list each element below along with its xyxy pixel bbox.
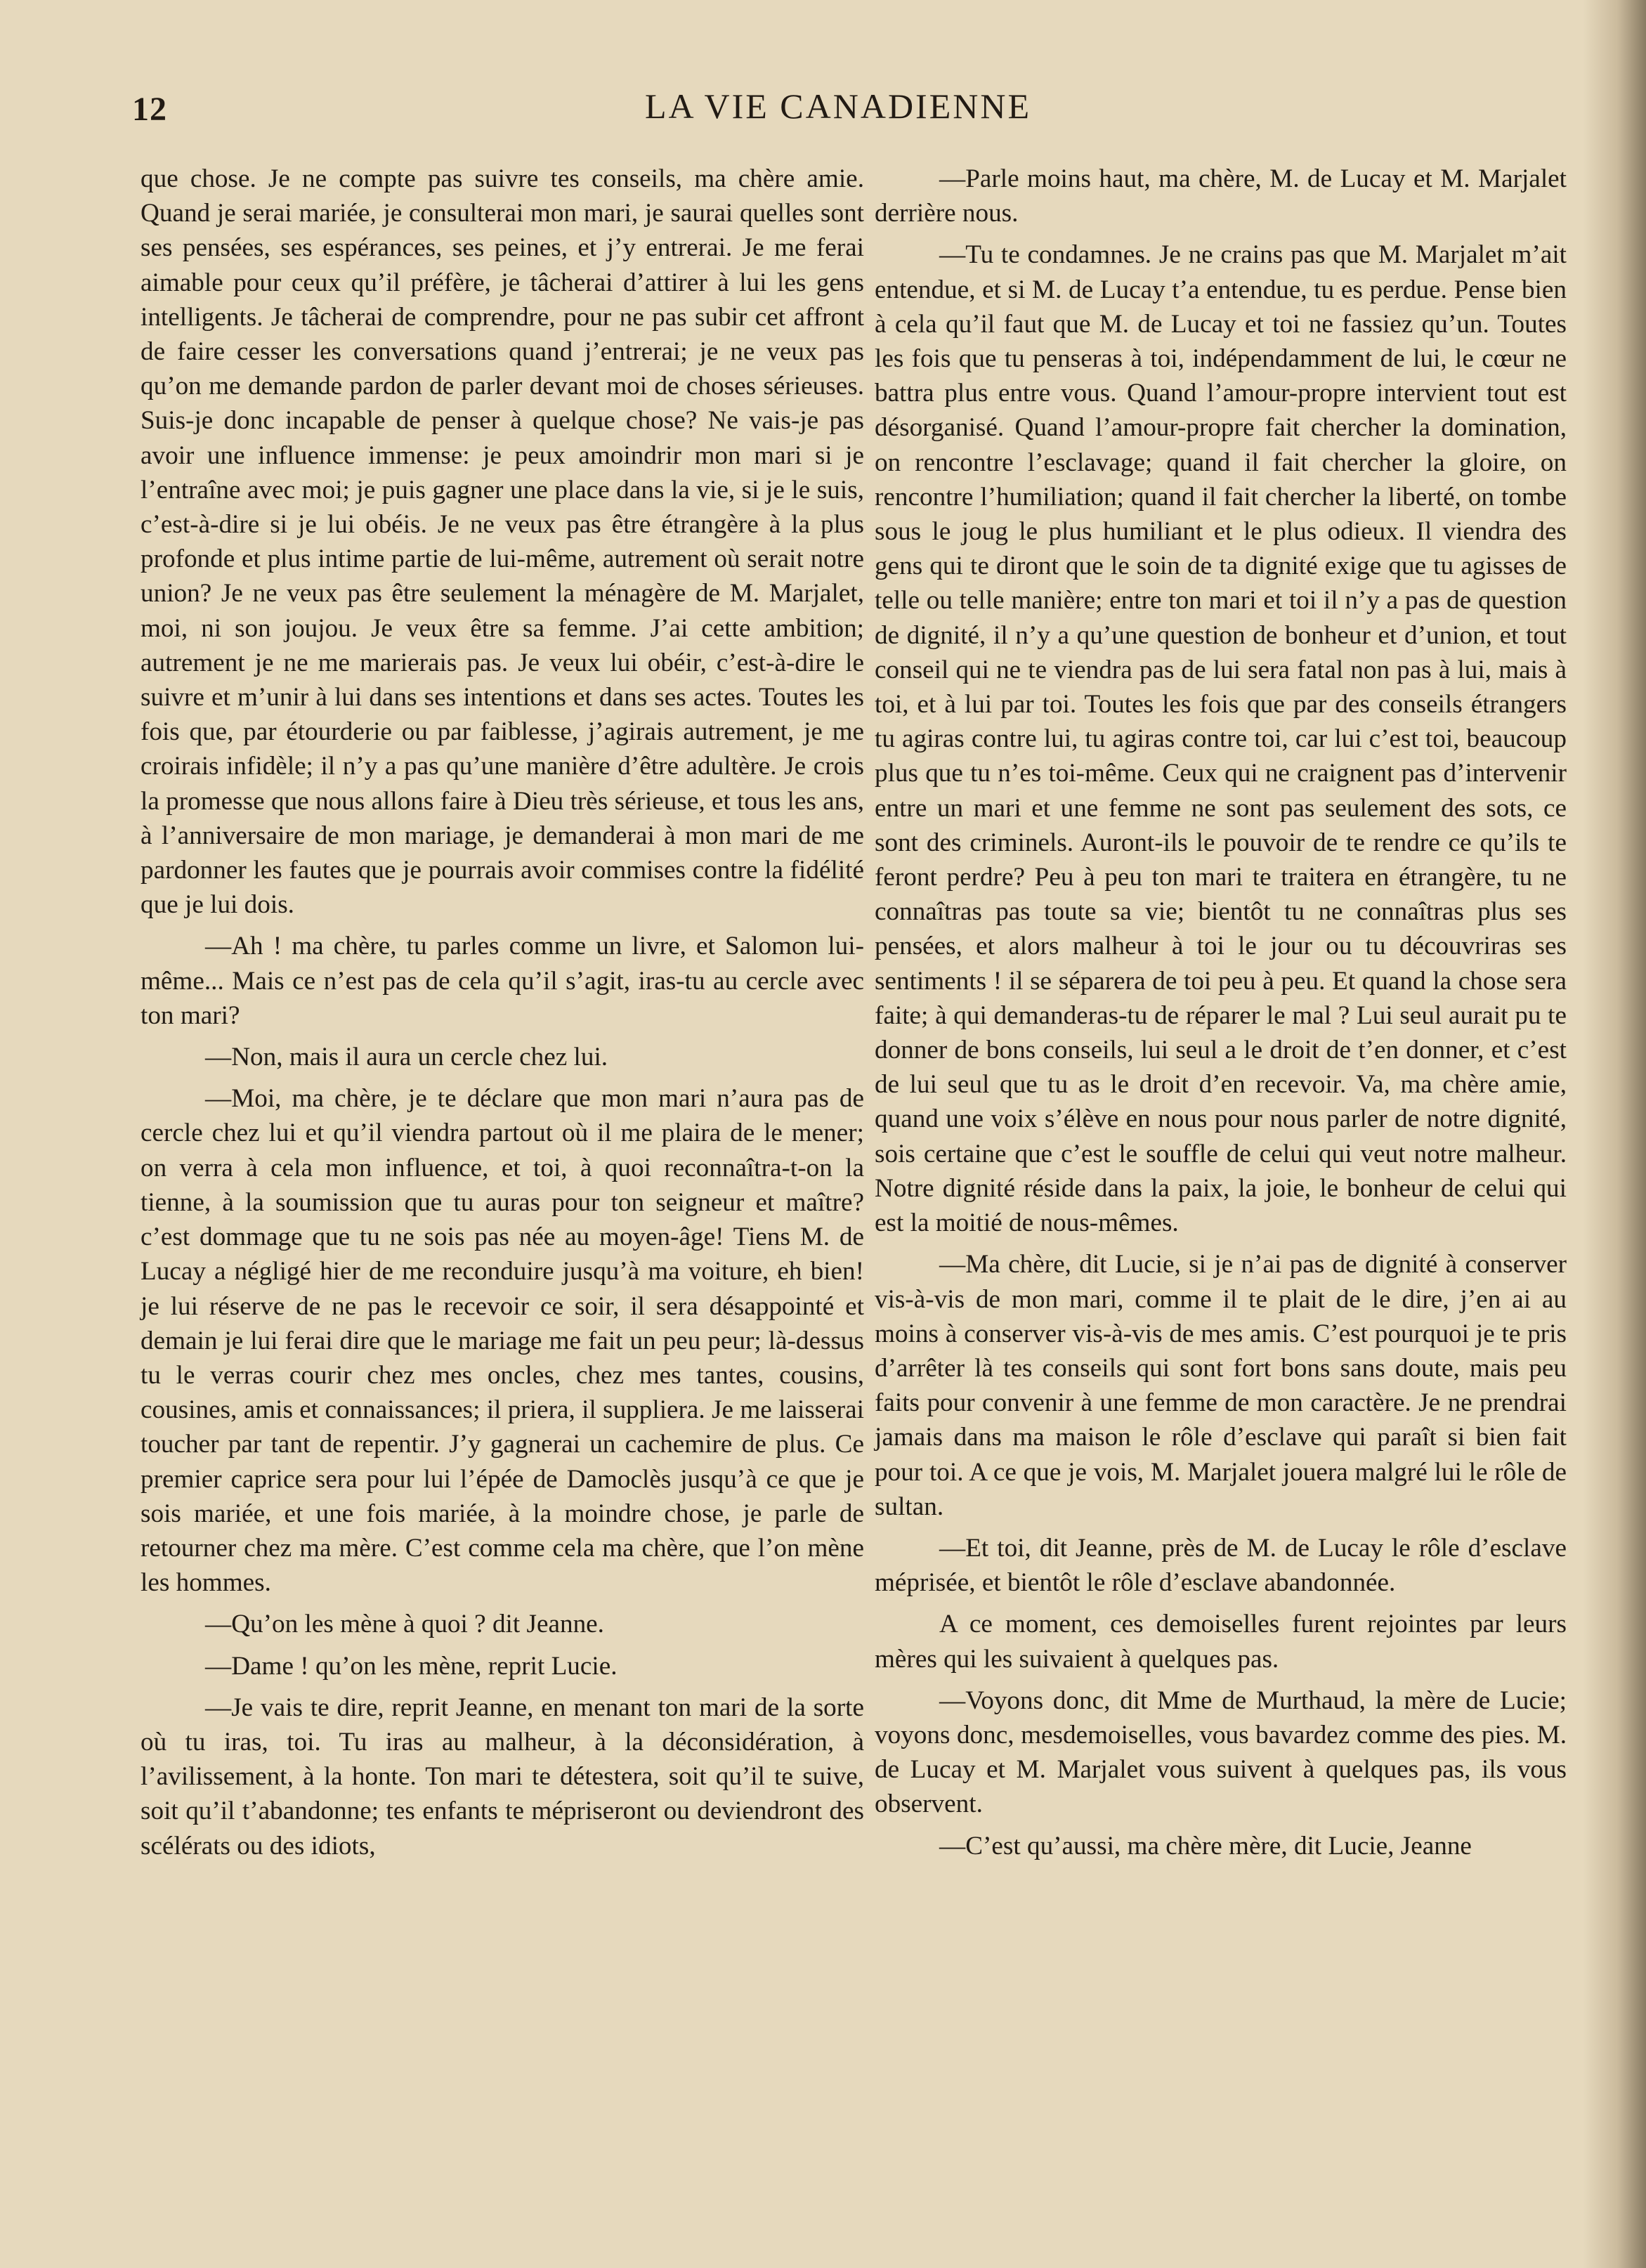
paragraph: —Dame ! qu’on les mène, reprit Lucie. <box>205 1651 618 1681</box>
paragraph: —Qu’on les mène à quoi ? dit Jeanne. <box>205 1610 604 1639</box>
paragraph: que chose. Je ne compte pas suivre tes conseils, ma chère amie. Quand je serai mariée, je consulterai mon mari, je saurai quelles sont ses pensées, ses espérances, ses peines, et j’y entrerai. Je me ferai aimable pour ceux qu’il préfère, je tâcherai d’attirer à lui les gens intelligents. Je tâcherai de comprendre, pour ne pas subir cet affront de faire cesser les conversations quand j’entrerai; je ne veux pas qu’on me demande pardon de parler devant moi de choses sérieuses. Suis-je donc incapable de penser à quelque chose? Ne vais-je pas avoir une influence immense: je peux amoindrir mon mari si je l’entraîne avec moi; je puis gagner une place dans la vie, si je le suis, c’est-à-dire si je lui obéis. Je ne veux pas être étrangère à la plus profonde et plus intime partie de lui-même, autrement où serait notre union? Je ne veux pas être seulement la ménagère de M. Marjalet, moi, ni son joujou. Je veux être sa femme. J’ai cette ambition; autrement je ne me marierais pas. Je veux lui obéir, c’est-à-dire le suivre et m’unir à lui dans ses intentions et dans ses actes. Toutes les fois que, par étourderie ou par faiblesse, j’agirais autrement, je me croirais infidèle; il n’y a pas qu’une manière d’être adultère. Je crois la promesse que nous allons faire à Dieu très sérieuse, et tous les ans, à l’anniversaire de mon mariage, je demanderai à mon mari de me pardonner les fautes que je pourrais avoir commises contre la fidélité que je lui dois. <box>141 164 864 920</box>
paragraph: —Et toi, dit Jeanne, près de M. de Lucay le rôle d’esclave méprisée, et bientôt le rôle d’esclave abandonnée. <box>875 1533 1567 1598</box>
paragraph: —Ma chère, dit Lucie, si je n’ai pas de dignité à conserver vis-à-vis de mon mari, comme il te plait de le dire, j’en ai au moins à conserver vis-à-vis de mes amis. C’est pourquoi je te pris d’arrêter là tes conseils qui sont fort bons sans doute, mais peu faits pour convenir à une femme de mon caractère. Je ne prendrai jamais dans ma maison le rôle d’esclave qui paraît si bien fait pour toi. A ce que je vois, M. Marjalet jouera malgré lui le rôle de sultan. <box>875 1250 1567 1521</box>
page-edge-shadow <box>1583 0 1646 2268</box>
page-header <box>132 83 1544 139</box>
paragraph: —Parle moins haut, ma chère, M. de Lucay et M. Marjalet derrière nous. <box>875 164 1567 228</box>
paragraph: —Je vais te dire, reprit Jeanne, en menant ton mari de la sorte où tu iras, toi. Tu iras au malheur, à la déconsidération, à l’avilissement, à la honte. Ton mari te détestera, soit qu’il te suive, soit qu’il t’abandonne; tes enfants te mépriseront ou deviendront des scélérats ou des idiots, <box>141 1693 864 1860</box>
paragraph: A ce moment, ces demoiselles furent rejointes par leurs mères qui les suivaient à quelques pas. <box>875 1610 1567 1674</box>
paragraph: —C’est qu’aussi, ma chère mère, dit Lucie, Jeanne <box>939 1831 1472 1860</box>
paragraph: —Ah ! ma chère, tu parles comme un livre, et Salomon lui-même... Mais ce n’est pas de cela qu’il s’agit, iras-tu au cercle avec ton mari? <box>141 932 864 1030</box>
paragraph: —Non, mais il aura un cercle chez lui. <box>205 1043 608 1072</box>
right-column <box>875 162 1567 1870</box>
running-title: LA VIE CANADIENNE <box>644 86 1032 126</box>
paragraph: —Tu te condamnes. Je ne crains pas que M. Marjalet m’ait entendue, et si M. de Lucay t’a entendue, tu es perdue. Pense bien à cela qu’il faut que M. de Lucay et toi ne fassiez qu’un. Toutes les fois que tu penseras à toi, indépendamment de lui, le cœur ne battra plus entre vous. Quand l’amour-propre intervient tout est désorganisé. Quand l’amour-propre fait chercher la domination, on rencontre l’esclavage; quand il fait chercher la gloire, on rencontre l’humiliation; quand il fait chercher la liberté, on tombe sous le joug le plus humiliant et le plus odieux. Il viendra des gens qui te diront que le soin de ta dignité exige que tu agisses de telle ou telle manière; entre ton mari et toi il n’y a pas de question de dignité, il n’y a qu’une question de bonheur et d’union, et tout conseil qui ne te viendra pas de lui sera fatal non pas à lui, mais à toi, et à lui par toi. Toutes les fois que par des conseils étrangers tu agiras contre lui, tu agiras contre toi, car lui c’est toi, beaucoup plus que tu n’es toi-même. Ceux qui ne craignent pas d’intervenir entre un mari et une femme ne sont pas seulement des sots, ce sont des criminels. Auront-ils le pouvoir de te rendre ce qu’ils te feront perdre? Peu à peu ton mari te traitera en étrangère, tu ne connaîtras pas toute sa vie; bientôt tu ne connaîtras plus ses pensées, et alors malheur à toi le jour ou tu découvriras ses sentiments ! il se séparera de toi peu à peu. Et quand la chose sera faite; à qui demanderas-tu de réparer le mal ? Lui seul aurait pu te donner de bons conseils, lui seul a le droit de t’en donner, et c’est de lui seul que tu as le droit d’en recevoir. Va, ma chère amie, quand une voix s’élève en nous pour nous parler de notre dignité, sois certaine que c’est le souffle de celui qui veut notre malheur. Notre dignité réside dans la paix, la joie, le bonheur de celui qui est la moitié de nous-mêmes. <box>875 240 1567 1238</box>
page-number: 12 <box>132 91 167 128</box>
paragraph: —Voyons donc, dit Mme de Murthaud, la mère de Lucie; voyons donc, mesdemoiselles, vous bavardez comme des pies. M. de Lucay et M. Marjalet vous suivent à quelques pas, ils vous observent. <box>875 1686 1567 1819</box>
paragraph: —Moi, ma chère, je te déclare que mon mari n’aura pas de cercle chez lui et qu’il viendra partout où il me plaira de le mener; on verra à cela mon influence, et toi, à quoi reconnaîtra-t-on la tienne, à la soumission que tu auras pour ton seigneur et maître? c’est dommage que tu ne sois pas née au moyen-âge! Tiens M. de Lucay a négligé hier de me reconduire jusqu’à ma voiture, eh bien! je lui réserve de ne pas le recevoir ce soir, il sera désappointé et demain je lui ferai dire que le mariage me fait un peu peur; là-dessus tu le verras courir chez mes oncles, chez mes tantes, cousins, cousines, amis et connaissances; il priera, il suppliera. Je me laisserai toucher par tant de repentir. J’y gagnerai un cachemire de plus. Ce premier caprice sera pour lui l’épée de Damoclès jusqu’à ce que je sois mariée, et une fois mariée, à la moindre chose, je parle de retourner chez ma mère. C’est comme cela ma chère, que l’on mène les hommes. <box>141 1084 864 1598</box>
left-column <box>141 162 864 1870</box>
